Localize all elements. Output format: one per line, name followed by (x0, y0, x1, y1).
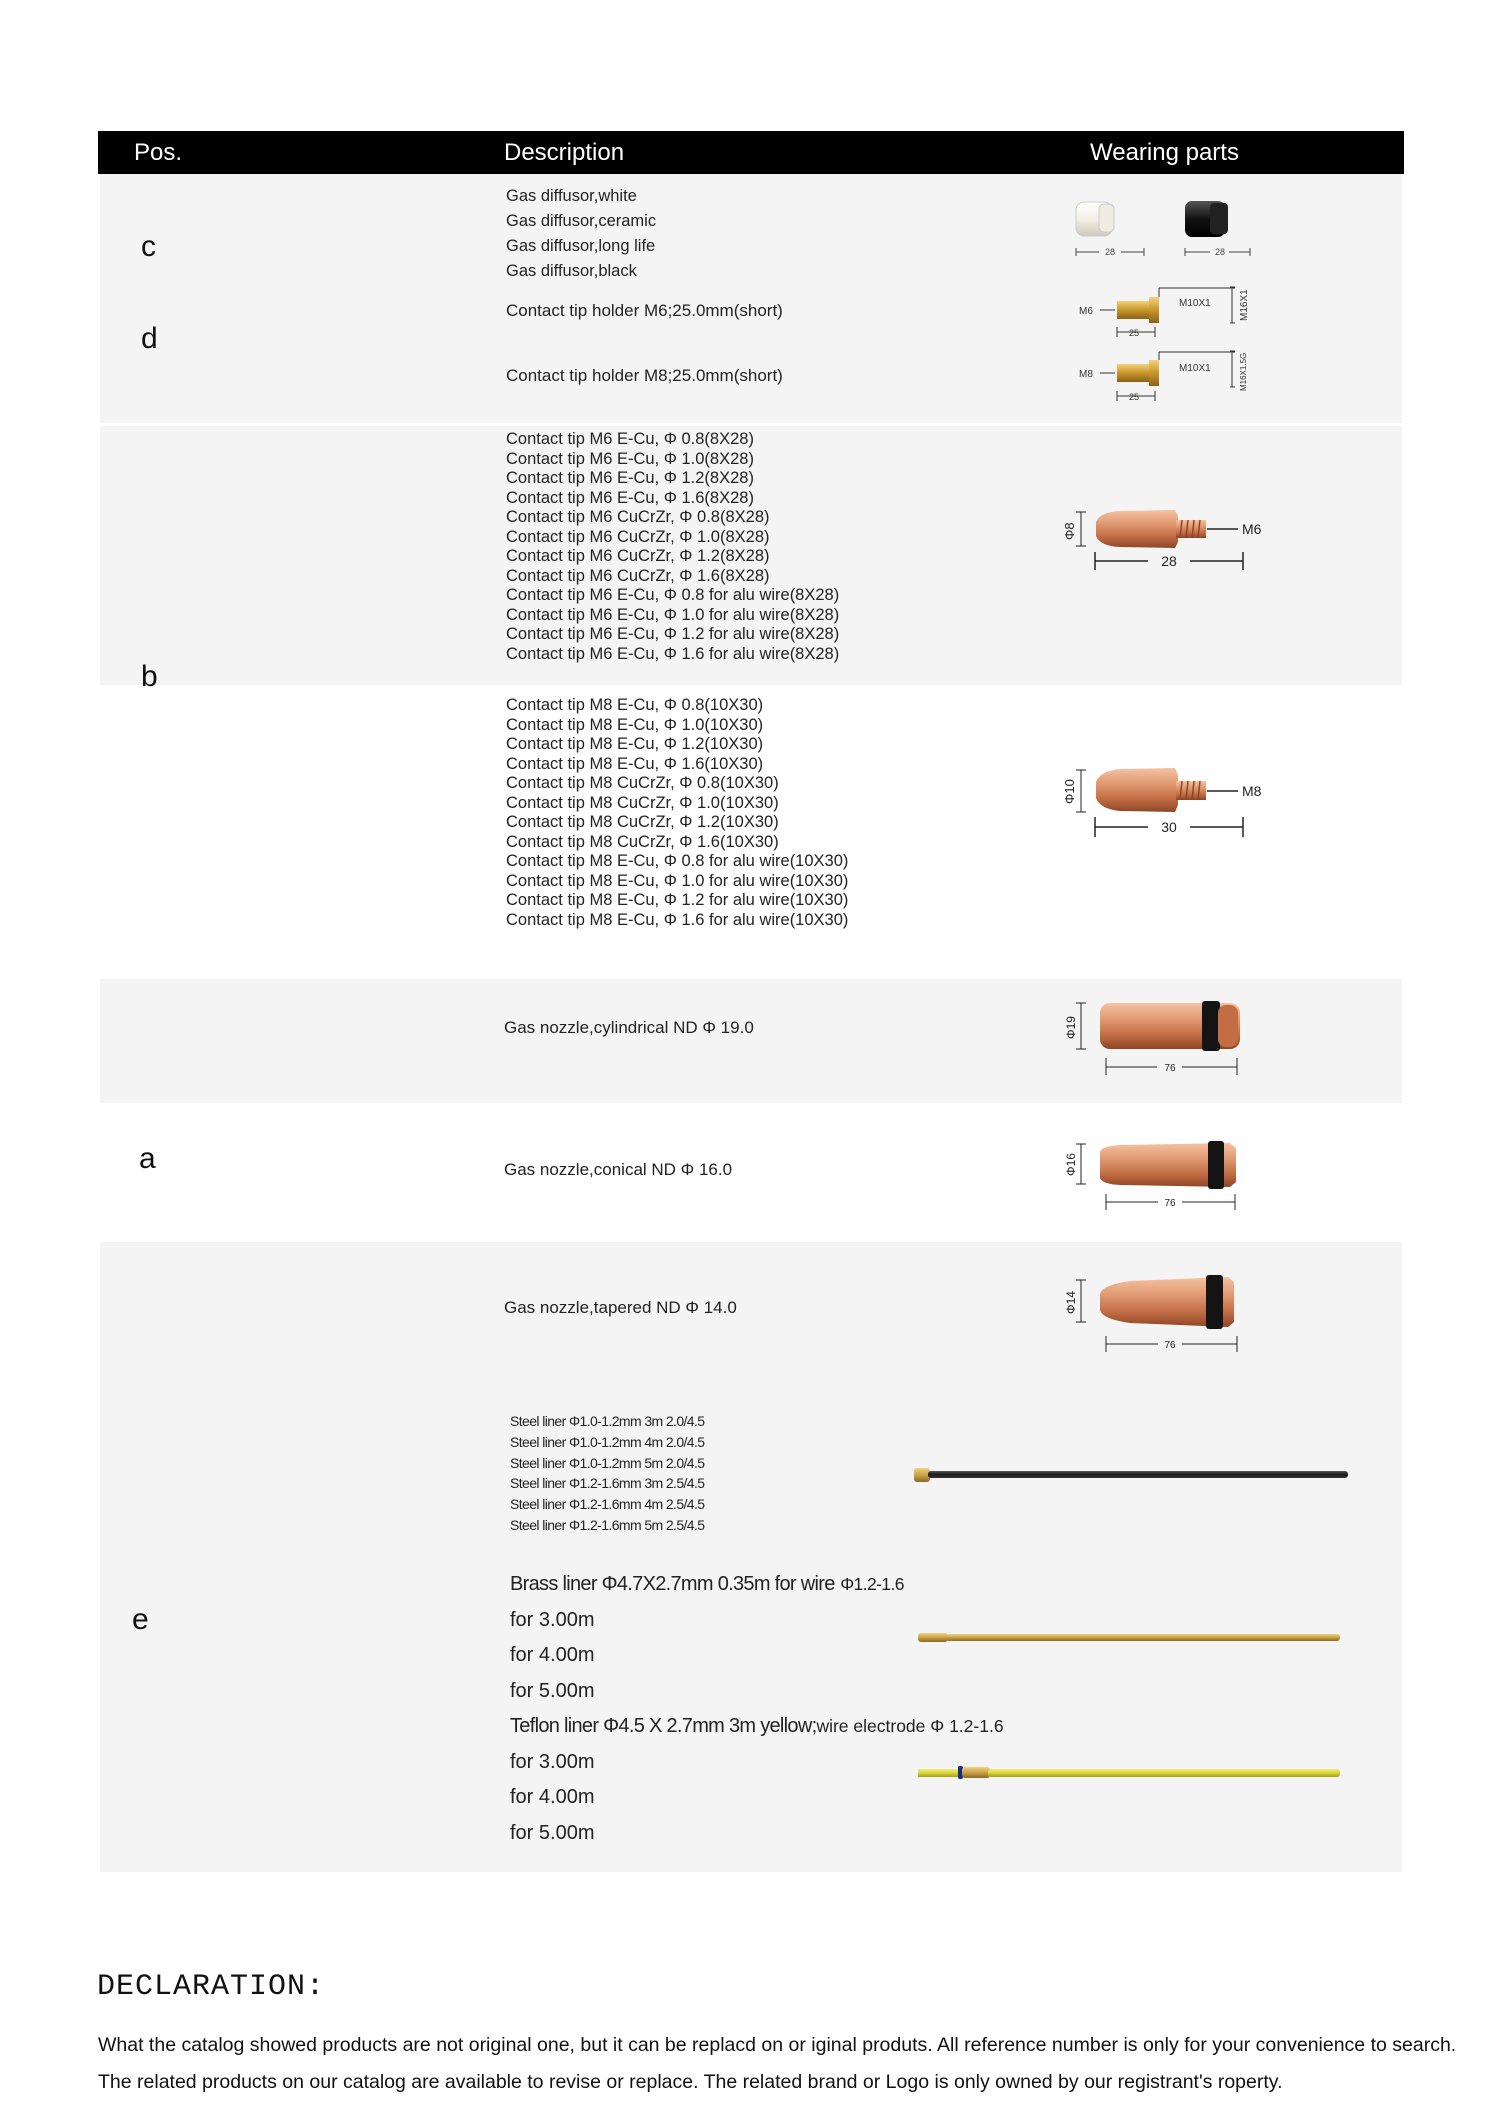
list-item: Contact tip M6 E-Cu, Φ 1.0 for alu wire(8X28) (506, 605, 840, 624)
list-item: for 3.00m (510, 1608, 595, 1631)
declaration-line-1: What the catalog showed products are not original one, but it can be replacd on or iginal produts. All reference number is only for your convenience to search. (98, 2034, 1457, 2056)
row-c-description (506, 184, 656, 284)
list-item: Contact tip M6 E-Cu, Φ 1.6 for alu wire(8X28) (506, 644, 840, 663)
nozzle-cylindrical-length: 76 (1164, 1063, 1176, 1074)
list-item: Contact tip M8 E-Cu, Φ 0.8(10X30) (506, 696, 764, 714)
list-item: Steel liner Φ1.2-1.6mm 4m 2.5/4.5 (510, 1496, 705, 1513)
list-item: Contact tip M6 CuCrZr, Φ 1.6(8X28) (506, 566, 770, 585)
black-diffusor-length: 28 (1214, 247, 1226, 257)
steel-liner-list (510, 1411, 704, 1536)
list-item: Steel liner Φ1.0-1.2mm 4m 2.0/4.5 (510, 1433, 705, 1450)
list-item: Contact tip M6 E-Cu, Φ 1.2(8X28) (506, 469, 754, 487)
brass-liner-title: Brass liner Φ4.7X2.7mm 0.35m for wire (510, 1573, 835, 1595)
list-item: for 3.00m (510, 1750, 595, 1773)
gas-nozzle-cylindrical: Gas nozzle,cylindrical ND Φ 19.0 (504, 1018, 754, 1037)
list-item: Contact tip M8 E-Cu, Φ 1.0 for alu wire(10X30) (506, 871, 849, 890)
teflon-liner-wire: wire electrode Φ 1.2-1.6 (816, 1716, 1004, 1736)
white-diffusor-length: 28 (1104, 247, 1116, 257)
pos-b: b (141, 660, 158, 693)
list-item: Contact tip M6 E-Cu, Φ 1.6(8X28) (506, 488, 754, 507)
list-item: Contact tip M6 CuCrZr, Φ 1.0(8X28) (506, 527, 770, 546)
gas-nozzle-conical: Gas nozzle,conical ND Φ 16.0 (504, 1160, 733, 1179)
list-item: Contact tip M6 E-Cu, Φ 0.8(8X28) (506, 430, 754, 448)
list-item: Gas diffusor,white (506, 187, 637, 205)
holder-m8-length: 25 (1129, 392, 1140, 402)
tip-m6-thread: M6 (1242, 521, 1262, 537)
nozzle-tapered-diameter: Φ14 (1064, 1291, 1078, 1314)
declaration-title: DECLARATION: (97, 1970, 326, 2004)
gas-diffusor-drawing (1065, 198, 1265, 260)
list-item: Contact tip M6 E-Cu, Φ 0.8 for alu wire(8X28) (506, 586, 840, 604)
nozzle-tapered-length: 76 (1164, 1340, 1176, 1351)
contact-tip-holder-m8: Contact tip holder M8;25.0mm(short) (506, 366, 783, 385)
contact-tip-m8-list (506, 696, 848, 930)
list-item: Contact tip M6 CuCrZr, Φ 1.2(8X28) (506, 547, 770, 565)
list-item: for 5.00m (510, 1679, 595, 1702)
tip-m6-diameter: Φ8 (1062, 522, 1077, 540)
holder-m8-thread: M8 (1079, 369, 1093, 380)
contact-tip-m6-drawing (1030, 500, 1290, 590)
list-item: Contact tip M8 CuCrZr, Φ 1.2(10X30) (506, 813, 779, 831)
tip-m6-shape (1096, 510, 1178, 548)
list-item: Gas diffusor,ceramic (506, 212, 657, 230)
list-item: Gas diffusor,long life (506, 237, 656, 255)
steel-liner-shape (914, 1468, 1348, 1482)
list-item: Contact tip M8 E-Cu, Φ 1.0(10X30) (506, 715, 764, 734)
tip-m8-shape (1096, 768, 1178, 812)
contact-tip-holder-m6: Contact tip holder M6;25.0mm(short) (506, 301, 783, 320)
list-item: Gas diffusor,black (506, 262, 637, 280)
list-item: Contact tip M6 E-Cu, Φ 1.2 for alu wire(8X28) (506, 625, 840, 643)
pos-e: e (132, 1603, 149, 1636)
tip-m8-diameter: Φ10 (1062, 779, 1077, 804)
holder-m8-inner: M10X1 (1179, 363, 1211, 374)
header-description: Description (504, 139, 625, 166)
pos-d: d (141, 322, 158, 355)
list-item: Contact tip M8 E-Cu, Φ 1.6(10X30) (506, 754, 764, 773)
list-item: Steel liner Φ1.0-1.2mm 3m 2.0/4.5 (510, 1413, 705, 1429)
list-item: Contact tip M8 CuCrZr, Φ 1.6(10X30) (506, 832, 779, 851)
black-diffusor-shape (1185, 201, 1228, 237)
list-item: Contact tip M8 E-Cu, Φ 1.6 for alu wire(10X30) (506, 910, 849, 929)
pos-a: a (139, 1142, 156, 1175)
holder-m6-inner: M10X1 (1179, 298, 1211, 309)
list-item: for 4.00m (510, 1644, 595, 1666)
list-item: Contact tip M6 E-Cu, Φ 1.0(8X28) (506, 449, 754, 468)
teflon-liner-shape (918, 1766, 1340, 1779)
brass-liner-wire: Φ1.2-1.6 (840, 1574, 904, 1594)
teflon-liner-title: Teflon liner Φ4.5 X 2.7mm 3m yellow; (510, 1715, 817, 1737)
list-item: Steel liner Φ1.0-1.2mm 5m 2.0/4.5 (510, 1454, 705, 1471)
tip-m8-thread: M8 (1242, 783, 1262, 799)
nozzle-conical-length: 76 (1164, 1198, 1176, 1209)
holder-m6-outer: M16X1 (1239, 289, 1250, 321)
list-item: Contact tip M8 E-Cu, Φ 1.2(10X30) (506, 735, 764, 753)
brass-liner-shape (918, 1633, 1340, 1642)
list-item: Contact tip M8 CuCrZr, Φ 0.8(10X30) (506, 774, 779, 792)
list-item: Contact tip M6 CuCrZr, Φ 0.8(8X28) (506, 508, 770, 526)
list-item: Contact tip M8 E-Cu, Φ 1.2 for alu wire(10X30) (506, 891, 849, 909)
holder-m8-outer: M16X1.5G (1239, 352, 1248, 391)
tip-m8-length: 30 (1161, 819, 1177, 835)
list-item: Steel liner Φ1.2-1.6mm 3m 2.5/4.5 (510, 1475, 705, 1492)
list-item: Contact tip M8 CuCrZr, Φ 1.0(10X30) (506, 793, 779, 812)
gas-nozzle-cylindrical-drawing (1030, 995, 1250, 1085)
holder-m6-thread: M6 (1079, 306, 1093, 317)
list-item: for 4.00m (510, 1786, 595, 1808)
gas-nozzle-tapered-drawing (1030, 1272, 1250, 1364)
contact-tip-m8-drawing (1030, 760, 1290, 860)
header-wearing-parts: Wearing parts (1090, 139, 1239, 166)
contact-tip-holder-drawing (1075, 285, 1265, 411)
gas-nozzle-conical-drawing (1030, 1138, 1250, 1228)
list-item: Contact tip M8 E-Cu, Φ 0.8 for alu wire(10X30) (506, 852, 849, 870)
pos-c: c (141, 230, 156, 263)
tip-m6-length: 28 (1161, 553, 1177, 569)
declaration-line-2: The related products on our catalog are available to revise or replace. The related brand or Logo is only owned by our registrant's roperty. (98, 2071, 1283, 2093)
contact-tip-m6-list (506, 430, 839, 664)
nozzle-cylindrical-diameter: Φ19 (1064, 1016, 1078, 1039)
white-diffusor-shape (1076, 202, 1114, 236)
holder-m6-length: 25 (1129, 328, 1140, 338)
header-pos: Pos. (134, 139, 183, 166)
nozzle-conical-diameter: Φ16 (1064, 1153, 1078, 1176)
list-item: for 5.00m (510, 1821, 595, 1844)
liners-drawing (910, 1460, 1350, 1790)
table-header (98, 131, 1404, 174)
list-item: Steel liner Φ1.2-1.6mm 5m 2.5/4.5 (510, 1516, 705, 1533)
gas-nozzle-tapered: Gas nozzle,tapered ND Φ 14.0 (504, 1298, 737, 1317)
